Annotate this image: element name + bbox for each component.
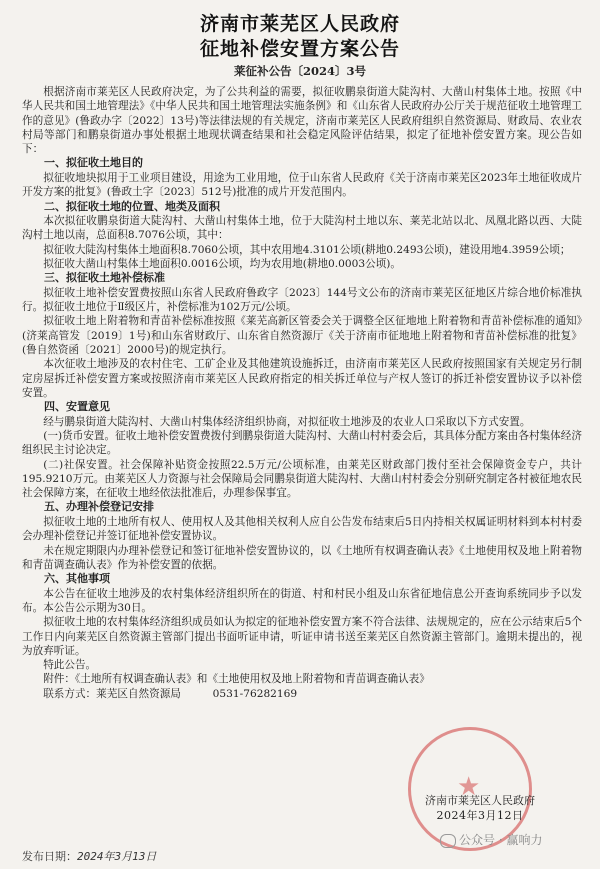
closing-text: 特此公告。	[43, 659, 97, 672]
document-number: 莱征补公告〔2024〕3号	[233, 64, 366, 78]
section-4-paragraph-2: (一)货币安置。征收土地补偿安置费拨付到鹏泉街道大陡沟村、大凿山村村委会后，其具体分配方案由各村集体经济组织民主讨论决定。	[22, 429, 582, 457]
section-2-paragraph-3: 拟征收大凿山村集体土地面积0.0016公顷，均为农用地(耕地0.0003公顷)。	[43, 257, 402, 270]
section-4-heading: 四、安置意见	[44, 400, 110, 414]
page-title: 济南市莱芜区人民政府	[199, 13, 400, 35]
signature-org: 济南市莱芜区人民政府	[425, 794, 535, 807]
section-2-paragraph-1: 本次拟征收鹏泉街道大陡沟村、大凿山村集体土地，位于大陡沟村土地以东、莱芜北站以北、凤凰北路以西、大陡沟村土地以南，总面积8.7076公顷，其中：	[22, 215, 582, 242]
section-5-paragraph-1: 拟征收土地的土地所有权人、使用权人及其他相关权利人应自公告发布结束后5日内持相关权属证明材料到本村村委会办理补偿登记并签订征地补偿安置协议。	[22, 515, 582, 543]
intro-paragraph: 根据济南市莱芜区人民政府决定，为了公共利益的需要，拟征收鹏泉街道大陡沟村、大凿山村集体土地。按照《中华人民共和国土地管理法》《中华人民共和国土地管理法实施条例》和《山东省人民政府办公厅关于规范征收土地管理工作的意见》(鲁政办字〔2022〕13号)等法律法规的有关规定，济南市莱芜区人民政府组织自然资源局、财政局、农业农村局等部门和鹏泉街道办事处根据土地现状调查结果和社会稳定风险评估结果，拟定了征地补偿安置方案。现公告如下：	[22, 86, 582, 156]
contact-info: 联系方式：莱芜区自然资源局 0531-76282169	[43, 687, 298, 700]
section-4-paragraph-1: 经与鹏泉街道大陡沟村、大凿山村集体经济组织协商，对拟征收土地涉及的农业人口采取以下方式安置。	[43, 415, 531, 428]
section-4-paragraph-3: (二)社保安置。社会保障补贴资金按照22.5万元/公顷标准，由莱芜区财政部门拨付至社会保障资金专户，共计195.9210万元。由莱芜区人力资源与社会保障局会同鹏泉街道大陡沟村、大凿山村村委会分别研究制定各村被征地农民社会保障方案，在征收土地经依法批准后，办理参保事宜。	[22, 458, 582, 500]
section-2-heading: 二、拟征收土地的位置、地类及面积	[44, 199, 220, 213]
section-1-paragraph: 拟征收地块拟用于工业项目建设，用途为工业用地，位于山东省人民政府《关于济南市莱芜区2023年土地征收成片开发方案的批复》(鲁政土字〔2023〕512号)批准的成片开发范围内。	[22, 171, 582, 199]
section-6-paragraph-1: 本公告在征收土地涉及的农村集体经济组织所在的街道、村和村民小组及山东省征地信息公开查询系统同步予以发布。本公告公示期为30日。	[22, 587, 582, 614]
section-3-paragraph-1: 拟征收土地补偿安置费按照山东省人民政府鲁政字〔2023〕144号文公布的济南市莱芜区征地区片综合地价标准执行。拟征收土地位于Ⅱ级区片，补偿标准为102万元/公顷。	[22, 286, 582, 314]
watermark-text: 公众号 · 赢响力	[459, 833, 543, 847]
wechat-icon	[440, 834, 456, 848]
release-date	[22, 848, 156, 864]
signature-block	[380, 793, 580, 823]
section-3-paragraph-2: 拟征收土地上附着物和青苗补偿标准按照《莱芜高新区管委会关于调整全区征地地上附着物和青苗补偿标准的通知》(济莱高管发〔2019〕1号)和山东省财政厅、山东省自然资源厅《关于济南市征地地上附着物和青苗补偿标准的批复》(鲁自然资函〔2021〕2000号)的规定执行。	[22, 315, 582, 356]
section-5-heading: 五、办理补偿登记安排	[44, 500, 154, 514]
section-6-heading: 六、其他事项	[44, 572, 110, 586]
release-date-handwritten: 2024年3月13日	[77, 850, 157, 863]
page-subtitle: 征地补偿安置方案公告	[199, 38, 400, 60]
seal-star-icon: ★	[457, 772, 481, 802]
section-1-heading: 一、拟征收土地目的	[44, 156, 143, 170]
section-5-paragraph-2: 未在规定期限内办理补偿登记和签订征地补偿安置协议的，以《土地所有权调查确认表》《土地使用权及地上附着物和青苗调查确认表》作为补偿安置的依据。	[22, 544, 582, 571]
release-date-label: 发布日期：	[22, 850, 77, 863]
signature-date: 2024年3月12日	[436, 809, 524, 822]
section-3-heading: 三、拟征收土地补偿标准	[44, 271, 165, 285]
section-3-paragraph-3: 本次征收土地涉及的农村住宅、工矿企业及其他建筑设施拆迁，由济南市莱芜区人民政府按照国家有关规定另行制定房屋拆迁补偿安置方案或按照济南市莱芜区人民政府指定的相关拆迁单位与产权人签订的拆迁补偿安置协议予以补偿安置。	[22, 358, 582, 399]
attachments-text: 附件：《土地所有权调查确认表》和《土地使用权及地上附着物和青苗调查确认表》	[43, 673, 430, 686]
section-2-paragraph-2: 拟征收大陡沟村集体土地面积8.7060公顷，其中农用地4.3101公顷(耕地0.2493公顷)，建设用地4.3959公顷；	[43, 243, 571, 256]
watermark	[440, 831, 542, 848]
section-6-paragraph-2: 拟征收土地的农村集体经济组织成员如认为拟定的征地补偿安置方案不符合法律、法规规定的，应在公示结束后5个工作日内向莱芜区自然资源主管部门提出书面听证申请，听证申请书送至莱芜区自然资源主管部门。逾期未提出的，视为放弃听证。	[22, 616, 582, 657]
announcement-body	[22, 85, 582, 701]
